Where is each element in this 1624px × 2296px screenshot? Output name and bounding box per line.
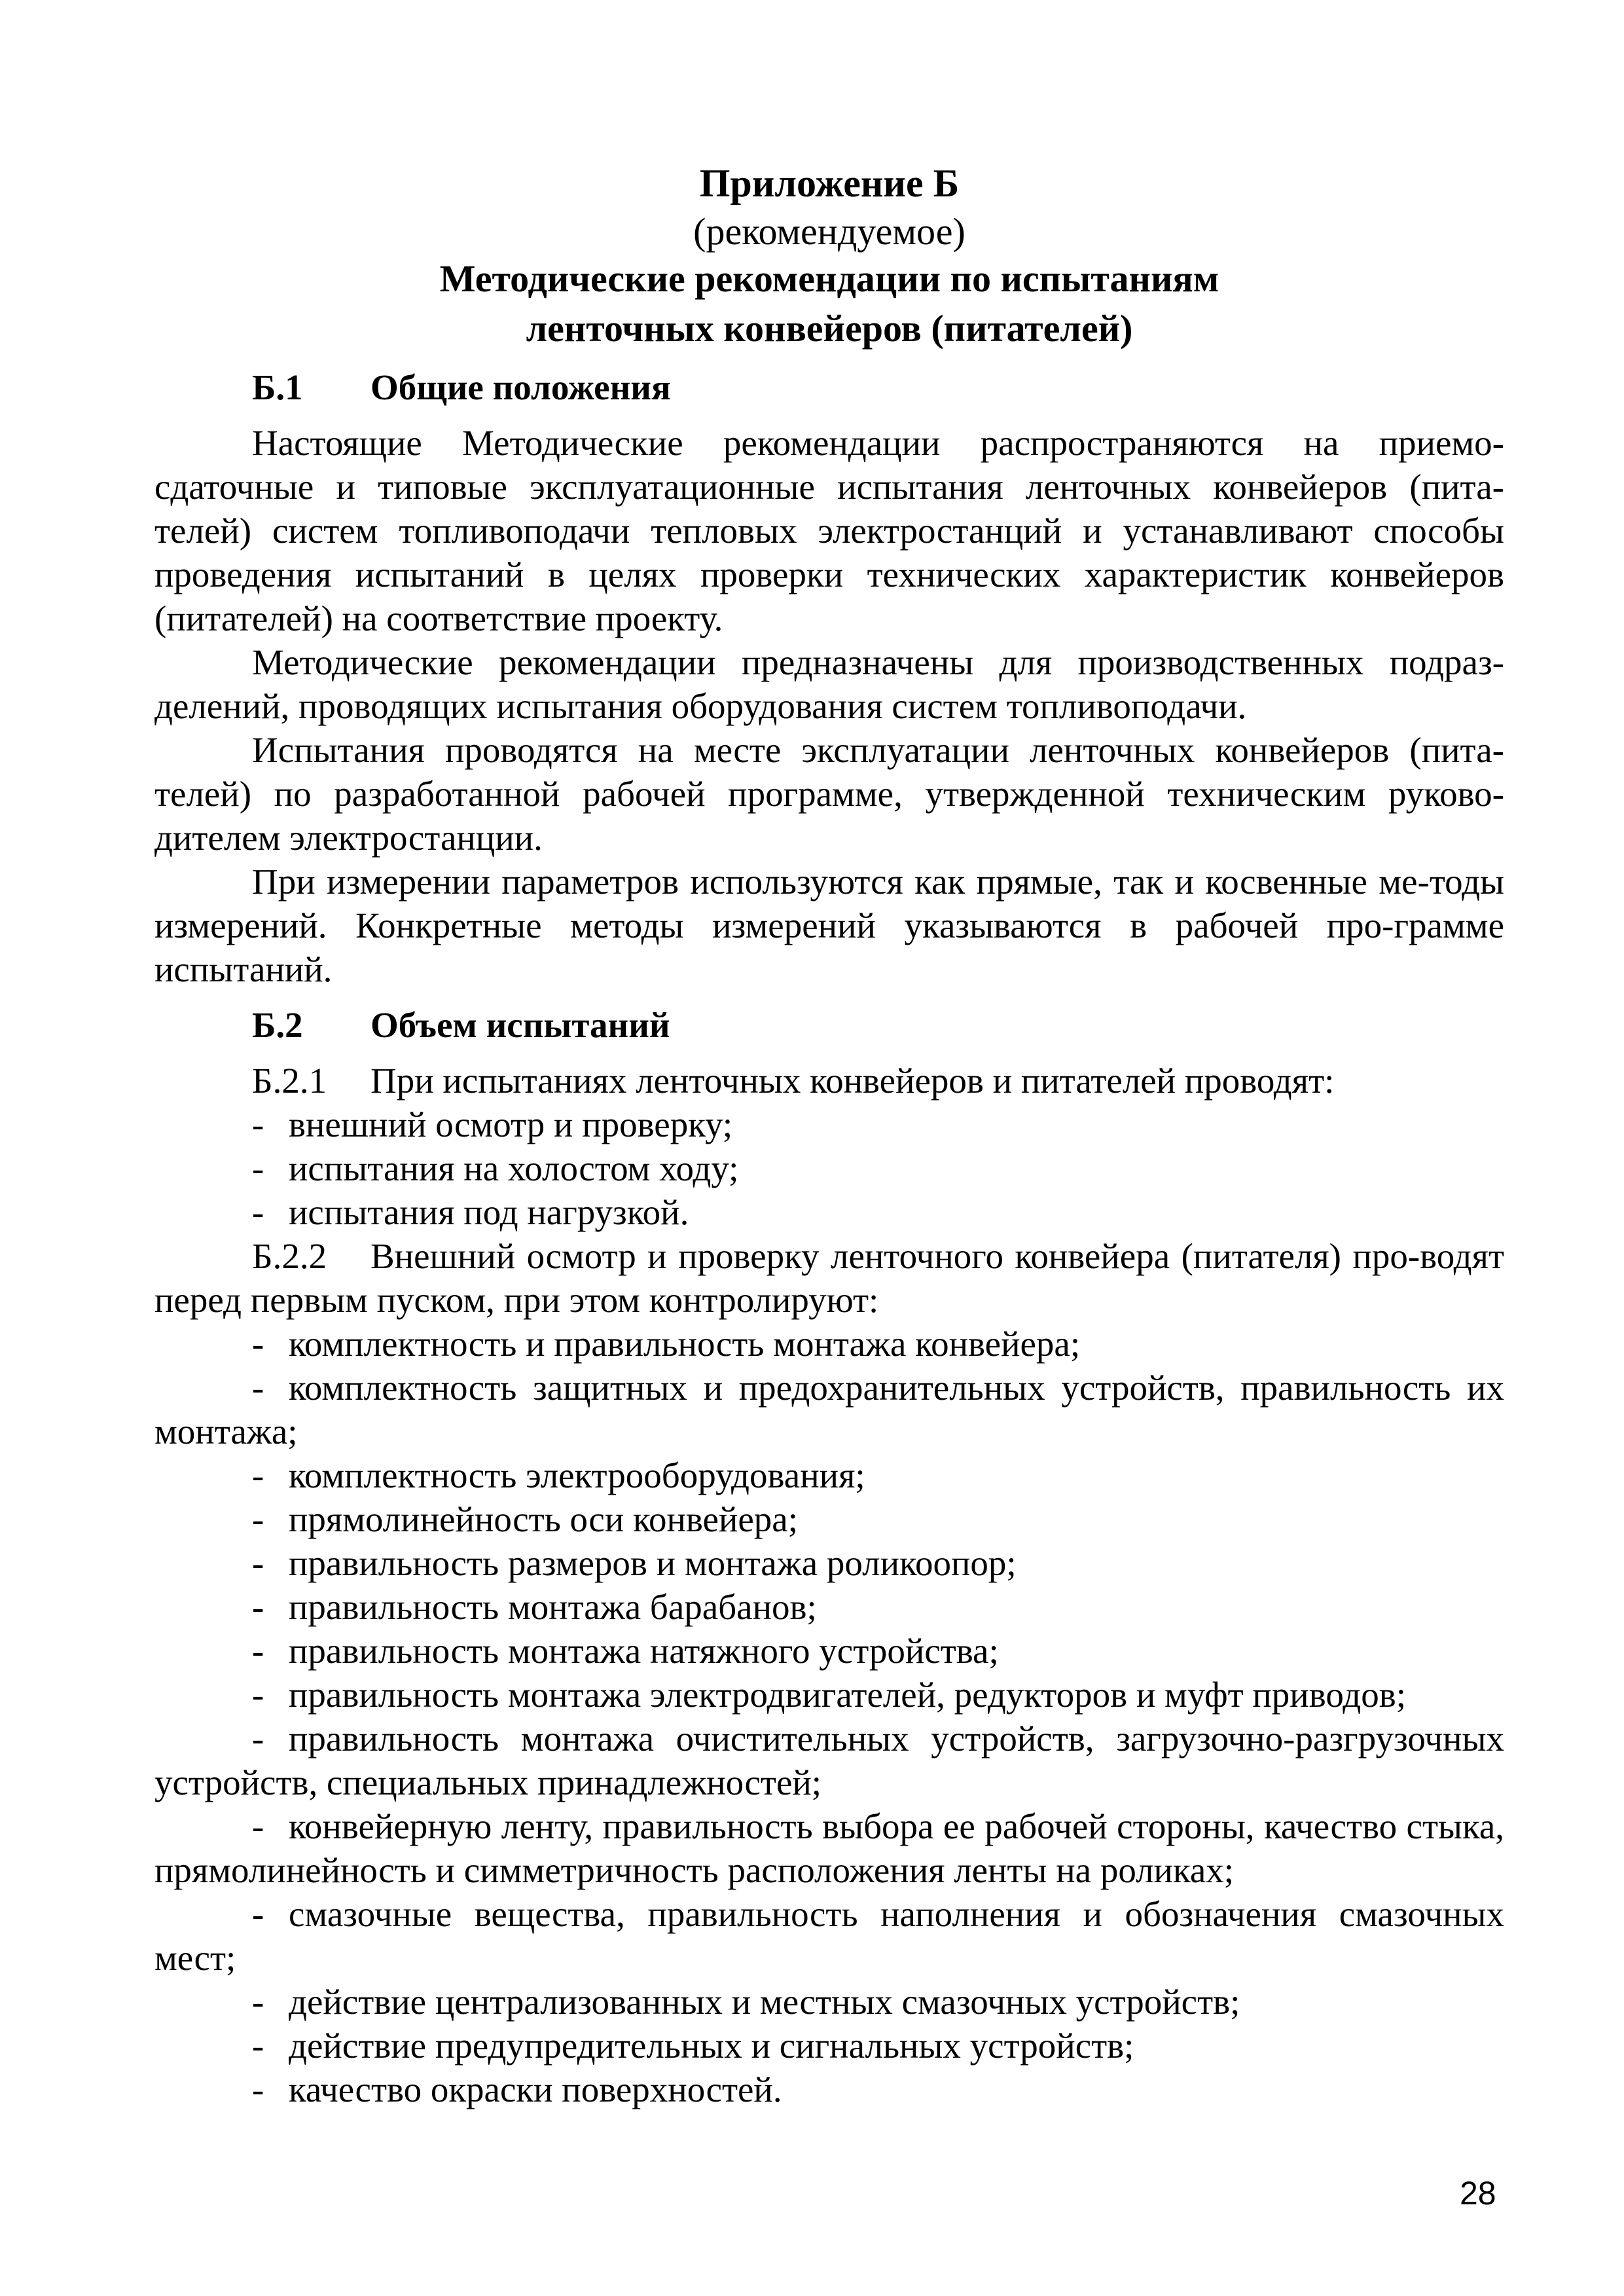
list-item-text: правильность монтажа очистительных устройств, загрузочно-разгрузочных устройств, специальных принадлежностей; (154, 1719, 1504, 1802)
list-item (154, 1366, 1504, 1453)
paragraph: Испытания проводятся на месте эксплуатации ленточных конвейеров (пита-телей) по разработанной рабочей программе, утвержденной техническим руково-дителем электростанции. (154, 730, 1504, 858)
section-number: Б.2 (252, 1005, 303, 1045)
list-item-text: испытания на холостом ходу; (289, 1148, 739, 1188)
dash-marker: - (252, 1894, 264, 1934)
list-item-text: испытания под нагрузкой. (289, 1192, 689, 1232)
list-item-text: действие предупредительных и сигнальных устройств; (289, 2026, 1134, 2066)
section-heading-b1 (154, 365, 1504, 409)
document-title-line-1: Методические рекомендации по испытаниям (439, 257, 1219, 300)
paragraph: Настоящие Методические рекомендации распространяются на приемо-сдаточные и типовые эксплуатационные испытания ленточных конвейеров (пита-телей) систем топливоподачи тепловых электростанций и устанавливают способы проведения испытаний в целях проверки технических характеристик конвейеров (питателей) на соответствие проекту. (154, 423, 1504, 638)
list-item (154, 1102, 1504, 1146)
dash-marker: - (252, 2069, 264, 2109)
list-item-text: правильность монтажа барабанов; (289, 1587, 817, 1627)
list-item-text: комплектность и правильность монтажа конвейера; (289, 1324, 1081, 1364)
list-item-text: действие централизованных и местных смазочных устройств; (289, 1982, 1240, 2022)
list-item-text: правильность монтажа натяжного устройства; (289, 1631, 999, 1671)
list-item (154, 2024, 1504, 2068)
dash-marker: - (252, 1587, 264, 1627)
list-item (154, 1322, 1504, 1366)
section-title: Общие положения (370, 367, 671, 407)
paragraph: Методические рекомендации предназначены для производственных подраз-делений, проводящих испытания оборудования систем топливоподачи. (154, 642, 1504, 726)
subsection-b2-1 (154, 1059, 1504, 1102)
list-item (154, 1673, 1504, 1717)
list-item-text: качество окраски поверхностей. (289, 2069, 782, 2109)
subsection-number: Б.2.1 (252, 1061, 327, 1101)
page-content (154, 157, 1504, 2111)
dash-marker: - (252, 1324, 264, 1364)
list-item-text: смазочные вещества, правильность наполнения и обозначения смазочных мест; (154, 1894, 1504, 1978)
dash-marker: - (252, 1543, 264, 1583)
dash-marker: - (252, 2026, 264, 2066)
page-number: 28 (1460, 2175, 1496, 2212)
list-b2-1 (154, 1102, 1504, 1234)
subsection-text: При испытаниях ленточных конвейеров и питателей проводят: (370, 1061, 1335, 1101)
section-heading-b2 (154, 1003, 1504, 1047)
list-item (154, 2068, 1504, 2111)
list-item-text: правильность размеров и монтажа роликоопор; (289, 1543, 1017, 1583)
list-item (154, 1453, 1504, 1497)
section-number: Б.1 (252, 367, 303, 407)
dash-marker: - (252, 1499, 264, 1539)
list-item-text: внешний осмотр и проверку; (289, 1104, 733, 1144)
list-item-text: прямолинейность оси конвейера; (289, 1499, 798, 1539)
list-b2-2 (154, 1322, 1504, 2111)
dash-marker: - (252, 1368, 264, 1408)
dash-marker: - (252, 1631, 264, 1671)
paragraph: При измерении параметров используются как прямые, так и косвенные ме-тоды измерений. Конкретные методы измерений указываются в рабочей про-грамме испытаний. (154, 862, 1504, 989)
list-item (154, 1717, 1504, 1804)
list-item-text: конвейерную ленту, правильность выбора ее рабочей стороны, качество стыка, прямолинейность и симметричность расположения ленты на роликах; (154, 1806, 1504, 1890)
subsection-text: Внешний осмотр и проверку ленточного конвейера (питателя) про-водят перед первым пуском, при этом контролируют: (154, 1236, 1504, 1320)
section-title: Объем испытаний (370, 1005, 670, 1045)
list-item-text: комплектность защитных и предохранительных устройств, правильность их монтажа; (154, 1368, 1504, 1451)
list-item (154, 1629, 1504, 1673)
dash-marker: - (252, 1719, 264, 1758)
list-item (154, 1804, 1504, 1892)
document-title-line-2: ленточных конвейеров (питателей) (526, 307, 1133, 350)
subsection-b2-2 (154, 1234, 1504, 1322)
list-item (154, 1892, 1504, 1980)
dash-marker: - (252, 1148, 264, 1188)
appendix-status: (рекомендуемое) (693, 210, 965, 253)
dash-marker: - (252, 1192, 264, 1232)
dash-marker: - (252, 1982, 264, 2022)
list-item (154, 1980, 1504, 2024)
dash-marker: - (252, 1455, 264, 1495)
list-item-text: комплектность электрооборудования; (289, 1455, 865, 1495)
list-item (154, 1497, 1504, 1541)
subsection-number: Б.2.2 (252, 1236, 327, 1276)
dash-marker: - (252, 1104, 264, 1144)
appendix-title: Приложение Б (699, 162, 960, 205)
list-item (154, 1146, 1504, 1190)
dash-marker: - (252, 1806, 264, 1846)
list-item-text: правильность монтажа электродвигателей, редукторов и муфт приводов; (289, 1675, 1406, 1715)
list-item (154, 1190, 1504, 1234)
list-item (154, 1585, 1504, 1629)
dash-marker: - (252, 1675, 264, 1715)
list-item (154, 1541, 1504, 1585)
